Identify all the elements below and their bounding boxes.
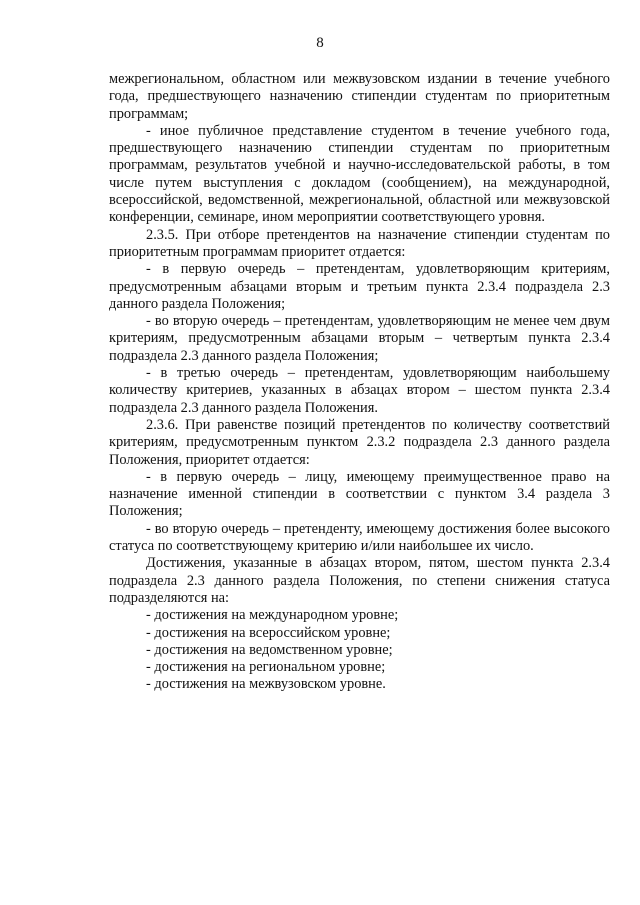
list-item-international: - достижения на международном уровне; [146, 607, 399, 624]
paragraph-achievements-status: Достижения, указанные в абзацах втором, пятом, шестом пункта 2.3.4 подраздела 2.3 данного раздела Положения, по степени снижения статуса подразделяются на: [109, 555, 610, 606]
list-item-regional: - достижения на региональном уровне; [146, 659, 386, 676]
list-item-interuniversity: - достижения на межвузовском уровне. [146, 676, 386, 693]
paragraph-second-priority-candidate: - во вторую очередь – претенденту, имеющему достижения более высокого статуса по соответствующему критерию и/или наибольшее их число. [109, 520, 610, 555]
paragraph-first-priority-person: - в первую очередь – лицу, имеющему преимущественное право на назначение именной стипендии в соответствии с пунктом 3.4 раздела 3 Положения; [109, 468, 610, 520]
list-item-departmental: - достижения на ведомственном уровне; [146, 641, 393, 658]
page-number: 8 [316, 35, 324, 51]
paragraph-2-3-5: 2.3.5. При отборе претендентов на назначение стипендии студентам по приоритетным программам приоритет отдается: [109, 226, 610, 260]
list-item-all-russian: - достижения на всероссийском уровне; [146, 624, 391, 641]
paragraph-third-priority: - в третью очередь – претендентам, удовлетворяющим наибольшему количеству критериев, указанных в абзацах втором – шестом пункта 2.3.4 подраздела 2.3 данного раздела Положения. [109, 365, 610, 416]
paragraph-second-priority: - во вторую очередь – претендентам, удовлетворяющим не менее чем двум критериям, предусмотренным абзацами вторым – четвертым пункта 2.3.4 подраздела 2.3 данного раздела Положения; [109, 313, 610, 364]
paragraph-continuation: межрегиональном, областном или межвузовском издании в течение учебного года, предшествующего назначению стипендии студентам по приоритетным программам; [109, 71, 610, 122]
paragraph-public-presentation: - иное публичное представление студентом в течение учебного года, предшествующего назначению стипендии студентам по приоритетным программам, результатов учебной и научно-исследовательской работы, в том числе путем выступления с докладом (сообщением), на международной, всероссийской, ведомственной, межрегиональной, областной или межвузовской конференции, семинаре, ином мероприятии соответствующего уровня. [109, 122, 610, 226]
paragraph-first-priority: - в первую очередь – претендентам, удовлетворяющим критериям, предусмотренным абзацами вторым и третьим пункта 2.3.4 подраздела 2.3 данного раздела Положения; [109, 261, 610, 312]
document-body [109, 71, 610, 694]
paragraph-2-3-6: 2.3.6. При равенстве позиций претендентов по количеству соответствий критериям, предусмотренным пунктом 2.3.2 подраздела 2.3 данного раздела Положения, приоритет отдается: [109, 416, 610, 468]
